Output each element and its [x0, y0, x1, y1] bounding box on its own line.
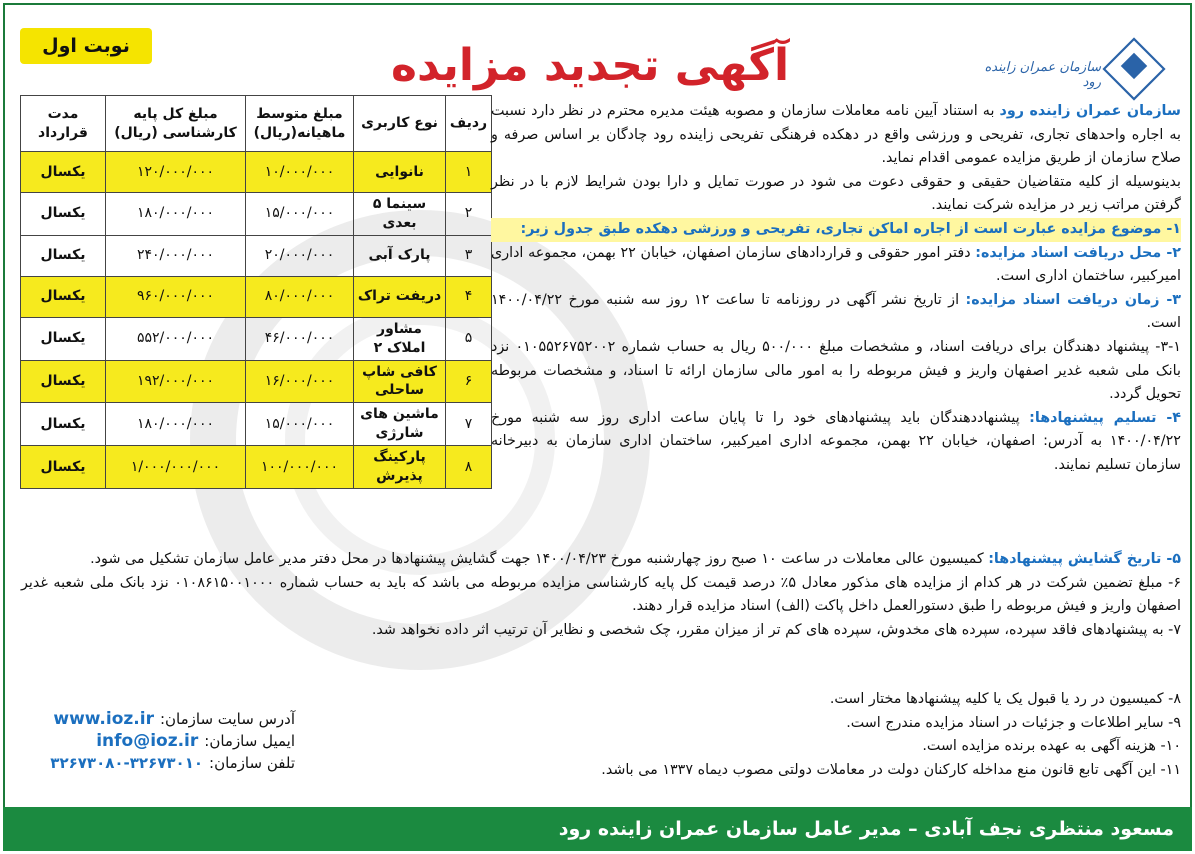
total-amount: ۱۹۲/۰۰۰/۰۰۰ [106, 360, 246, 403]
section-4-heading: ۴- تسلیم پیشنهادها: [1029, 409, 1182, 426]
section-6: ۶- مبلغ تضمین شرکت در هر کدام از مزایده های مذکور معادل ۵٪ درصد قیمت کل پایه کارشناسی مزایده مربوطه می باشد که باید به حساب شماره ۰۱۰۸۶۱۵۰۰۱۰۰۰ نزد بانک ملی شعبه غدیر اصفهان واریز و فیش مربوطه را طبق دستورالعمل داخل پاکت (الف) اسناد مزایده قرار دهند. [21, 574, 1181, 615]
section-3-heading: ۳- زمان دریافت اسناد مزایده: [965, 291, 1182, 308]
site-link[interactable]: www.ioz.ir [53, 709, 154, 729]
table-row [21, 193, 492, 236]
section-8: ۸- کمیسیون در رد یا قبول یک یا کلیه پیشنهادها مختار است. [829, 691, 1181, 707]
section-2-text: دفتر امور حقوقی و قراردادهای سازمان اصفهان، خیابان ۲۲ بهمن، مجموعه اداری امیرکبیر، ساختمان اداری است. [491, 244, 1181, 285]
contract-duration: یکسال [21, 360, 106, 403]
contact-site [30, 708, 295, 730]
header-row-number: ردیف [446, 96, 492, 152]
intro-text: به استناد آیین نامه معاملات سازمان و مصوبه هیئت مدیره محترم در نظر دارد نسبت به اجاره واحدهای تجاری، تفریحی و ورزشی واقع در دهکده فرهنگی تفریحی زاینده رود چادگان بر اساس صرفه و صلاح سازمان از طریق مزایده عمومی اقدام نماید. [491, 103, 1181, 167]
total-amount: ۵۵۲/۰۰۰/۰۰۰ [106, 317, 246, 360]
table-row [21, 235, 492, 276]
monthly-amount: ۱۶/۰۰۰/۰۰۰ [246, 360, 354, 403]
row-number: ۵ [446, 317, 492, 360]
monthly-amount: ۱۵/۰۰۰/۰۰۰ [246, 403, 354, 446]
total-amount: ۱۲۰/۰۰۰/۰۰۰ [106, 152, 246, 193]
table-header-row [21, 96, 492, 152]
section-5-text: کمیسیون عالی معاملات در ساعت ۱۰ صبح روز چهارشنبه مورخ ۱۴۰۰/۰۴/۲۳ جهت گشایش پیشنهادها در محل دفتر مدیر عامل سازمان تشکیل می شود. [90, 551, 989, 567]
contact-phone [30, 752, 295, 774]
contract-duration: یکسال [21, 276, 106, 317]
table-row [21, 446, 492, 489]
organization-logo [975, 38, 1165, 100]
section-1: ۱- موضوع مزایده عبارت است از اجاره اماکن تجاری، تفریحی و ورزشی دهکده طبق جدول زیر: [491, 218, 1181, 242]
monthly-amount: ۱۰۰/۰۰۰/۰۰۰ [246, 446, 354, 489]
section-11: ۱۱- این آگهی تابع قانون منع مداخله کارکنان دولت در معاملات دولتی مصوب دیماه ۱۳۳۷ می باشد. [601, 761, 1181, 778]
notice-body-upper [491, 100, 1181, 478]
notice-title: آگهی تجدید مزایده [390, 40, 790, 91]
row-number: ۳ [446, 235, 492, 276]
section-4 [491, 407, 1181, 478]
organization-name: سازمان عمران زاینده رود [999, 103, 1181, 119]
section-2-heading: ۲- محل دریافت اسناد مزایده: [975, 244, 1181, 261]
monthly-amount: ۲۰/۰۰۰/۰۰۰ [246, 235, 354, 276]
publication-badge: نوبت اول [20, 28, 152, 64]
usage-type: کافی شاپ ساحلی [354, 360, 446, 403]
total-amount: ۱۸۰/۰۰۰/۰۰۰ [106, 193, 246, 236]
table-row [21, 152, 492, 193]
contract-duration: یکسال [21, 403, 106, 446]
contract-duration: یکسال [21, 235, 106, 276]
phone-number: ۳۲۶۷۳۰۸۰-۳۲۶۷۳۰۱۰ [50, 754, 204, 772]
row-number: ۶ [446, 360, 492, 403]
site-label: آدرس سایت سازمان: [159, 710, 295, 728]
section-3-1: ۳-۱- پیشنهاد دهندگان برای دریافت اسناد، و مشخصات مبلغ ۵۰۰/۰۰۰ ریال به حساب شماره ۰۱۰۵۵۲۶۷۵۲۰۰۲ نزد بانک ملی شعبه غدیر اصفهان واریز و فیش مربوطه را به امور مالی سازمان ارائه تا اسناد، و مشخصات مربوطه تحویل گردد. [491, 338, 1181, 403]
contact-box [30, 708, 295, 774]
contract-duration: یکسال [21, 446, 106, 489]
header-total-amount: مبلغ کل پایه کارشناسی (ریال) [106, 96, 246, 152]
monthly-amount: ۸۰/۰۰۰/۰۰۰ [246, 276, 354, 317]
row-number: ۴ [446, 276, 492, 317]
header-usage-type: نوع کاربری [354, 96, 446, 152]
section-10: ۱۰- هزینه آگهی به عهده برنده مزایده است. [922, 738, 1181, 755]
notice-body-bottom [301, 688, 1181, 782]
usage-type: دریفت تراک [354, 276, 446, 317]
table-row [21, 360, 492, 403]
phone-label: تلفن سازمان: [209, 754, 295, 772]
usage-type: مشاور املاک ۲ [354, 317, 446, 360]
section-4-text: پیشنهاددهندگان باید پیشنهادهای خود را تا پایان ساعت اداری روز سه شنبه مورخ ۱۴۰۰/۰۴/۲۲ به آدرس: اصفهان، خیابان ۲۲ بهمن، مجموعه اداری امیرکبیر، ساختمان اداری سازمان به دبیرخانه سازمان تسلیم نمایند. [491, 409, 1181, 473]
usage-type: نانوایی [354, 152, 446, 193]
usage-type: سینما ۵ بعدی [354, 193, 446, 236]
table-row [21, 403, 492, 446]
row-number: ۸ [446, 446, 492, 489]
table-row [21, 317, 492, 360]
usage-type: ماشین های شارژی [354, 403, 446, 446]
contract-duration: یکسال [21, 193, 106, 236]
section-2 [491, 242, 1181, 289]
section-9: ۹- سایر اطلاعات و جزئیات در اسناد مزایده مندرج است. [846, 714, 1181, 731]
monthly-amount: ۱۵/۰۰۰/۰۰۰ [246, 193, 354, 236]
table-row [21, 276, 492, 317]
section-7: ۷- به پیشنهادهای فاقد سپرده، سپرده های مخدوش، سپرده های کم تر از میزان مقرر، چک شخصی و نظایر آن ترتیب اثر داده نخواهد شد. [371, 621, 1181, 638]
header-monthly-amount: مبلغ متوسط ماهیانه(ریال) [246, 96, 354, 152]
email-label: ایمیل سازمان: [204, 732, 295, 750]
monthly-amount: ۱۰/۰۰۰/۰۰۰ [246, 152, 354, 193]
usage-type: پارک آبی [354, 235, 446, 276]
total-amount: ۱/۰۰۰/۰۰۰/۰۰۰ [106, 446, 246, 489]
section-3-text: از تاریخ نشر آگهی در روزنامه تا ساعت ۱۲ روز سه شنبه مورخ ۱۴۰۰/۰۴/۲۲ است. [491, 291, 1181, 332]
section-5 [21, 548, 1181, 572]
intro-paragraph [491, 100, 1181, 171]
notice-body-lower [21, 548, 1181, 642]
monthly-amount: ۴۶/۰۰۰/۰۰۰ [246, 317, 354, 360]
section-3 [491, 289, 1181, 336]
logo-text: سازمان عمران زاینده رود [984, 60, 1101, 90]
total-amount: ۲۴۰/۰۰۰/۰۰۰ [106, 235, 246, 276]
auction-items-table [20, 95, 492, 489]
total-amount: ۱۸۰/۰۰۰/۰۰۰ [106, 403, 246, 446]
invitation-paragraph: بدینوسیله از کلیه متقاضیان حقیقی و حقوقی دعوت می شود در صورت تمایل و دارا بودن شرایط لازم با در نظر گرفتن مراتب زیر در مزایده شرکت نمایند. [491, 173, 1181, 214]
row-number: ۲ [446, 193, 492, 236]
contact-email [30, 730, 295, 752]
footer-signature: مسعود منتظری نجف آبادی – مدیر عامل سازمان عمران زاینده رود [3, 807, 1192, 851]
contract-duration: یکسال [21, 317, 106, 360]
email-link[interactable]: info@ioz.ir [96, 731, 199, 751]
usage-type: پارکینگ پذیرش [354, 446, 446, 489]
row-number: ۷ [446, 403, 492, 446]
section-5-heading: ۵- تاریخ گشایش پیشنهادها: [988, 551, 1181, 567]
logo-icon [1102, 37, 1165, 100]
total-amount: ۹۶۰/۰۰۰/۰۰۰ [106, 276, 246, 317]
header-contract-duration: مدت قرارداد [21, 96, 106, 152]
row-number: ۱ [446, 152, 492, 193]
contract-duration: یکسال [21, 152, 106, 193]
